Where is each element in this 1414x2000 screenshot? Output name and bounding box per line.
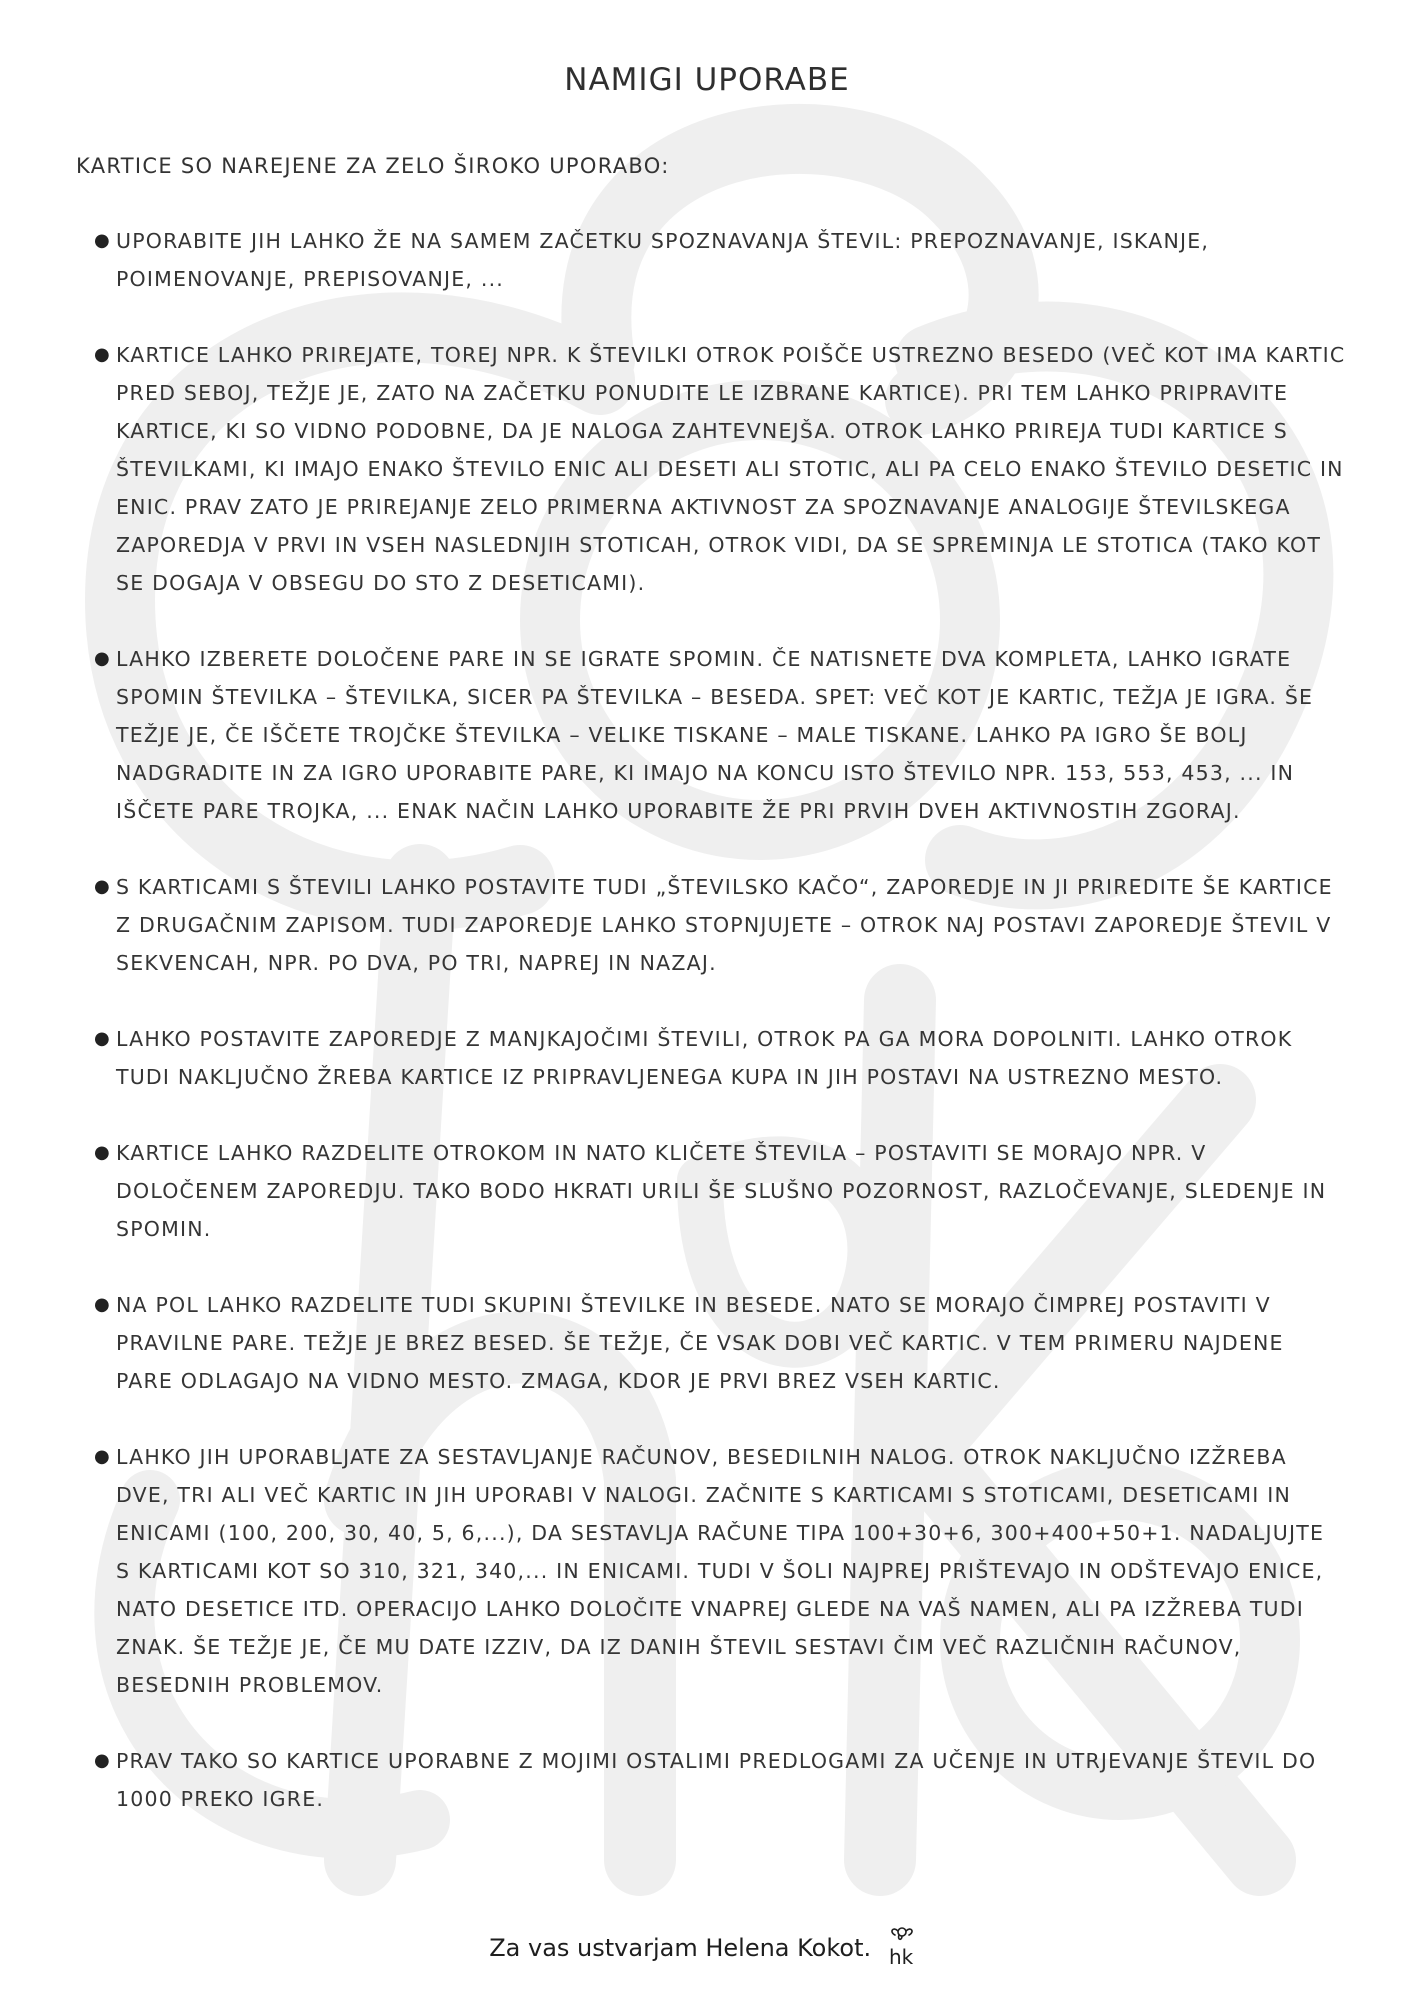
- list-item: [94, 1134, 1346, 1248]
- footer-signature: [0, 1922, 1414, 1968]
- logo-letters: hk: [888, 1945, 914, 1968]
- bullet-icon: ●: [94, 1028, 111, 1049]
- bullet-icon: ●: [94, 648, 111, 669]
- list-item: [94, 222, 1346, 298]
- list-item-text: UPORABITE JIH LAHKO ŽE NA SAMEM ZAČETKU SPOZNAVANJA ŠTEVIL: PREPOZNAVANJE, ISKANJE, POIMENOVANJE, PREPISOVANJE, ...: [116, 229, 1210, 291]
- intro-text: KARTICE SO NAREJENE ZA ZELO ŠIROKO UPORABO:: [76, 154, 670, 178]
- bullet-icon: ●: [94, 1446, 111, 1467]
- list-item-text: LAHKO POSTAVITE ZAPOREDJE Z MANJKAJOČIMI ŠTEVILI, OTROK PA GA MORA DOPOLNITI. LAHKO OTROK TUDI NAKLJUČNO ŽREBA KARTICE IZ PRIPRAVLJENEGA KUPA IN JIH POSTAVI NA USTREZNO MESTO.: [116, 1027, 1293, 1089]
- bullet-icon: ●: [94, 344, 111, 365]
- bullet-icon: ●: [94, 876, 111, 897]
- list-item: [94, 640, 1346, 830]
- list-item-text: KARTICE LAHKO PRIREJATE, TOREJ NPR. K ŠTEVILKI OTROK POIŠČE USTREZNO BESEDO (VEČ KOT IMA KARTIC PRED SEBOJ, TEŽJE JE, ZATO NA ZAČETKU PONUDITE LE IZBRANE KARTICE). PRI TEM LAHKO PRIPRAVITE KARTICE, KI SO VIDNO PODOBNE, DA JE NALOGA ZAHTEVNEJŠA. OTROK LAHKO PRIREJA TUDI KARTICE S ŠTEVILKAMI, KI IMAJO ENAKO ŠTEVILO ENIC ALI DESETI ALI STOTIC, ALI PA CELO ENAKO ŠTEVILO DESETIC IN ENIC. PRAV ZATO JE PRIREJANJE ZELO PRIMERNA AKTIVNOST ZA SPOZNAVANJE ANALOGIJE ŠTEVILSKEGA ZAPOREDJA V PRVI IN VSEH NASLEDNJIH STOTICAH, OTROK VIDI, DA SE SPREMINJA LE STOTICA (TAKO KOT SE DOGAJA V OBSEGU DO STO Z DESETICAMI).: [116, 343, 1346, 595]
- list-item-text: KARTICE LAHKO RAZDELITE OTROKOM IN NATO KLIČETE ŠTEVILA – POSTAVITI SE MORAJO NPR. V DOLOČENEM ZAPOREDJU. TAKO BODO HKRATI URILI ŠE SLUŠNO POZORNOST, RAZLOČEVANJE, SLEDENJE IN SPOMIN.: [116, 1141, 1327, 1241]
- list-item-text: LAHKO JIH UPORABLJATE ZA SESTAVLJANJE RAČUNOV, BESEDILNIH NALOG. OTROK NAKLJUČNO IZŽREBA DVE, TRI ALI VEČ KARTIC IN JIH UPORABI V NALOGI. ZAČNITE S KARTICAMI S STOTICAMI, DESETICAMI IN ENICAMI (100, 200, 30, 40, 5, 6,...), DA SESTAVLJA RAČUNE TIPA 100+30+6, 300+400+50+1. NADALJUJTE S KARTICAMI KOT SO 310, 321, 340,... IN ENICAMI. TUDI V ŠOLI NAJPREJ PRIŠTEVAJO IN ODŠTEVAJO ENICE, NATO DESETICE ITD. OPERACIJO LAHKO DOLOČITE VNAPREJ GLEDE NA VAŠ NAMEN, ALI PA IZŽREBA TUDI ZNAK. ŠE TEŽJE JE, ČE MU DATE IZZIV, DA IZ DANIH ŠTEVIL SESTAVI ČIM VEČ RAZLIČNIH RAČUNOV, BESEDNIH PROBLEMOV.: [116, 1445, 1325, 1697]
- page-title: NAMIGI UPORABE: [564, 62, 850, 98]
- footer-text: Za vas ustvarjam Helena Kokot.: [489, 1934, 872, 1962]
- list-item: [94, 868, 1346, 982]
- list-item: [94, 1742, 1346, 1818]
- list-item: [94, 1438, 1346, 1704]
- list-item: [94, 1286, 1346, 1400]
- list-item-text: LAHKO IZBERETE DOLOČENE PARE IN SE IGRATE SPOMIN. ČE NATISNETE DVA KOMPLETA, LAHKO IGRATE SPOMIN ŠTEVILKA – ŠTEVILKA, SICER PA ŠTEVILKA – BESEDA. SPET: VEČ KOT JE KARTIC, TEŽJA JE IGRA. ŠE TEŽJE JE, ČE IŠČETE TROJČKE ŠTEVILKA – VELIKE TISKANE – MALE TISKANE. LAHKO PA IGRO ŠE BOLJ NADGRADITE IN ZA IGRO UPORABITE PARE, KI IMAJO NA KONCU ISTO ŠTEVILO NPR. 153, 553, 453, ... IN IŠČETE PARE TROJKA, ... ENAK NAČIN LAHKO UPORABITE ŽE PRI PRVIH DVEH AKTIVNOSTIH ZGORAJ.: [116, 647, 1314, 823]
- list-item-text: S KARTICAMI S ŠTEVILI LAHKO POSTAVITE TUDI „ŠTEVILSKO KAČO“, ZAPOREDJE IN JI PRIREDITE ŠE KARTICE Z DRUGAČNIM ZAPISOM. TUDI ZAPOREDJE LAHKO STOPNJUJETE – OTROK NAJ POSTAVI ZAPOREDJE ŠTEVIL V SEKVENCAH, NPR. PO DVA, PO TRI, NAPREJ IN NAZAJ.: [116, 875, 1333, 975]
- list-item-text: PRAV TAKO SO KARTICE UPORABNE Z MOJIMI OSTALIMI PREDLOGAMI ZA UČENJE IN UTRJEVANJE ŠTEVIL DO 1000 PREKO IGRE.: [116, 1749, 1317, 1811]
- bullet-icon: ●: [94, 230, 111, 251]
- list-item: [94, 336, 1346, 602]
- flower-logo-icon: [879, 1922, 925, 1968]
- bullet-icon: ●: [94, 1142, 111, 1163]
- list-item-text: NA POL LAHKO RAZDELITE TUDI SKUPINI ŠTEVILKE IN BESEDE. NATO SE MORAJO ČIMPREJ POSTAVITI V PRAVILNE PARE. TEŽJE JE BREZ BESED. ŠE TEŽJE, ČE VSAK DOBI VEČ KARTIC. V TEM PRIMERU NAJDENE PARE ODLAGAJO NA VIDNO MESTO. ZMAGA, KDOR JE PRVI BREZ VSEH KARTIC.: [116, 1293, 1284, 1393]
- bullet-icon: ●: [94, 1750, 111, 1771]
- list-item: [94, 1020, 1346, 1096]
- tips-list: [0, 222, 1414, 1856]
- bullet-icon: ●: [94, 1294, 111, 1315]
